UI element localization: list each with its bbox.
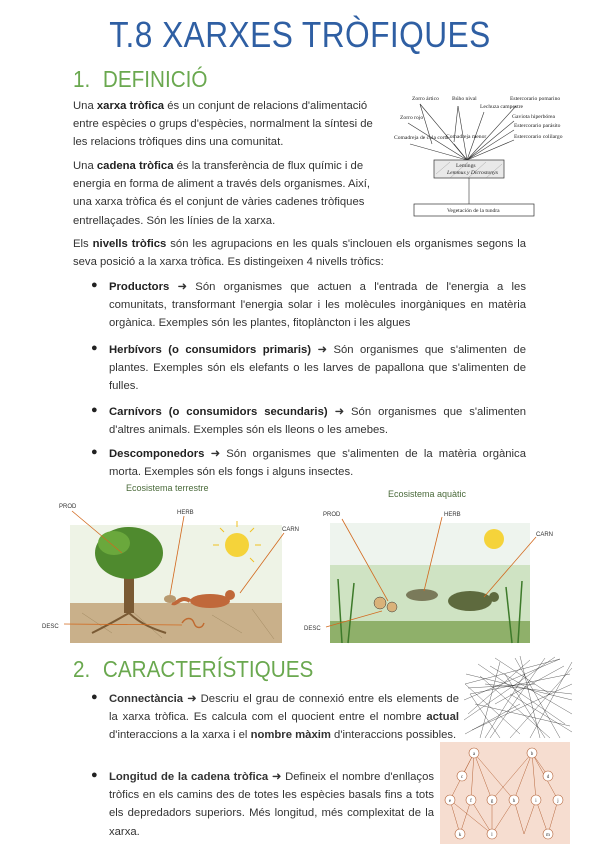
fig-label: Comadreja menor	[446, 134, 487, 140]
node-label: e	[448, 799, 452, 804]
section-title: CARACTERÍSTIQUES	[102, 656, 314, 682]
node-label: i	[535, 799, 537, 804]
item-name: Longitud de la cadena tròfica	[109, 771, 269, 783]
fig-label: Estercorario parásito	[514, 123, 561, 129]
fig-label: Zorro ártico	[412, 96, 439, 102]
section-number: 1.	[73, 66, 91, 92]
graph-node	[509, 795, 519, 805]
paragraph-nivells-trofics	[73, 235, 526, 271]
paragraph-cadena-trofica	[73, 157, 388, 230]
graph-node	[487, 829, 497, 839]
list-item-connectancia	[109, 690, 459, 745]
tree-canopy	[98, 531, 130, 555]
list-item-herbivors	[109, 341, 526, 396]
node-label: g	[490, 799, 494, 804]
fig-label: Gaviota hiperbórea	[512, 114, 556, 120]
fig-label: Zorro rojo	[400, 115, 424, 121]
graph-node	[466, 795, 476, 805]
text: Els	[73, 238, 93, 250]
list-item-longitud-cadena	[109, 768, 434, 841]
level-name: Productors	[109, 281, 170, 293]
section-title: DEFINICIÓ	[102, 66, 208, 92]
frog	[387, 602, 397, 612]
node-label: d	[546, 775, 550, 780]
graph-node	[543, 829, 553, 839]
graph-node	[531, 795, 541, 805]
node-label: a	[472, 752, 476, 757]
text: Descriu el grau de connexió entre els elements de la xarxa tròfica. Es calcula com el quocient entre el nombre	[109, 693, 459, 724]
fig-label: Vegetación de la tundra	[447, 208, 500, 214]
arrow: ➜	[311, 344, 334, 356]
turtle-head	[489, 592, 499, 602]
level-text: Són organismes que actuen a l'entrada de l'energia a les comunitats, transformant l'energia solar i les molècules inorgàniques en matèria orgànica. Exemples són les plantes, fitoplàncton i les algues	[109, 281, 526, 330]
label-carn: CARN	[536, 532, 554, 538]
fox-body	[190, 594, 230, 608]
node-label: l	[491, 833, 493, 838]
terrestrial-title: Ecosistema terrestre	[126, 483, 209, 493]
trophic-chain-graph-figure	[440, 742, 570, 844]
label-desc: DESC	[304, 626, 321, 632]
section-heading-definicio	[73, 66, 208, 93]
text: és la transferència de flux químic i de energia en forma de aliment a través dels organismes. Així, una xarxa tròfica és el conjunt de vàries cadenes tròfiques entrellaçades. Són les línies de la xarxa.	[73, 160, 371, 227]
text: d'interaccions a la xarxa i el	[109, 729, 251, 742]
bullet: ●	[91, 769, 98, 781]
fox-head	[225, 590, 235, 600]
graph-node	[455, 829, 465, 839]
fig-label: Lemmus y Dicrostonyx	[447, 170, 499, 176]
aquatic-title: Ecosistema aquàtic	[388, 489, 467, 499]
aquatic-bottom	[330, 621, 530, 643]
page-title: T.8 XARXES TRÒFIQUES	[109, 14, 491, 55]
text: Una	[73, 160, 97, 172]
fish	[406, 589, 438, 601]
text: són les agrupacions en les quals s'inclouen els organismes segons la seva posició a la xarxa tròfica. Es distingeixen 4 nivells tròfics:	[73, 238, 526, 269]
terrestrial-soil	[70, 603, 282, 643]
tundra-food-web-figure	[392, 94, 563, 218]
text: Una	[73, 100, 97, 112]
label-desc: DESC	[42, 624, 59, 630]
fig-label: Estercorario pomarino	[510, 96, 561, 102]
label-herb: HERB	[444, 512, 461, 518]
list-item-descomponedors	[109, 445, 526, 481]
node-label: b	[530, 752, 534, 757]
graph-node	[543, 771, 553, 781]
section-number: 2.	[73, 656, 91, 682]
bullet: ●	[91, 691, 98, 703]
rabbit	[164, 595, 176, 603]
bullet: ●	[91, 404, 98, 416]
level-name: Descomponedors	[109, 448, 205, 460]
bullet: ●	[91, 342, 98, 354]
fig-label: Lechuza campestre	[480, 104, 524, 110]
network-links	[464, 656, 572, 738]
list-item-productors	[109, 278, 526, 333]
paragraph-xarxa-trofica	[73, 97, 388, 152]
arrow: ➜	[268, 771, 286, 783]
level-text: Són organismes que s'alimenten de plantes. Exemples són els elefants o les larves de papallona que s'alimenten de fulles.	[109, 344, 526, 393]
level-name: Carnívors (o consumidors secundaris)	[109, 406, 328, 418]
food-web-arrows	[408, 104, 516, 160]
node-label: f	[470, 799, 472, 804]
graph-node	[445, 795, 455, 805]
label-carn: CARN	[282, 527, 300, 533]
bullet: ●	[91, 446, 98, 458]
turtle	[448, 591, 492, 611]
term-nivells-trofics: nivells tròfics	[92, 238, 167, 250]
text: d'interaccions possibles.	[330, 729, 457, 742]
level-text: Són organismes que s'alimenten de la matèria orgànica morta. Exemples són els fongs i alguns insectes.	[109, 448, 526, 479]
ecosystems-figure	[42, 483, 552, 648]
fig-label: Lemings	[456, 163, 476, 169]
graph-node	[527, 748, 537, 758]
text: és un conjunt de relacions d'alimentació entre espècies o grups d'espècies, normalment la síntesi de les relacions tròfiques dins una comunitat.	[73, 100, 373, 149]
graph-node	[457, 771, 467, 781]
section-heading-caracteristiques	[73, 656, 313, 683]
graph-background	[440, 742, 570, 844]
item-name: Connectància	[109, 693, 184, 705]
fig-label: Búho nival	[452, 96, 477, 102]
level-name: Herbívors (o consumidors primaris)	[109, 344, 312, 356]
node-label: m	[546, 833, 550, 838]
term-cadena-trofica: cadena tròfica	[96, 160, 174, 172]
node-label: j	[557, 799, 559, 804]
bullet: ●	[91, 279, 98, 291]
list-item-carnivors	[109, 403, 526, 439]
arrow: ➜	[169, 281, 196, 293]
fig-label: Comadreja de cola corta	[394, 135, 449, 141]
label-herb: HERB	[177, 510, 194, 516]
node-label: h	[512, 799, 516, 804]
sun-icon	[225, 533, 249, 557]
frog	[374, 597, 386, 609]
arrow: ➜	[327, 406, 352, 418]
node-label: c	[460, 775, 464, 780]
graph-node	[469, 748, 479, 758]
connectance-network-figure	[460, 654, 575, 740]
arrow: ➜	[204, 448, 227, 460]
label-prod: PROD	[59, 504, 77, 510]
node-label: k	[458, 833, 462, 838]
term-actual: actual	[426, 711, 459, 724]
graph-node	[487, 795, 497, 805]
graph-node	[553, 795, 563, 805]
sun-icon	[484, 529, 504, 549]
fig-label: Estercorario colilargo	[514, 134, 563, 140]
text: Defineix el nombre d'enllaços tròfics en els camins des de totes les espècies basals fins a tots els depredadors superiors. Més longitud, més complexitat de la xarxa.	[109, 771, 435, 838]
label-prod: PROD	[323, 512, 341, 518]
level-text: Són organismes que s'alimenten d'altres animals. Exemples són els lleons o les amebes.	[109, 406, 527, 437]
term-nombre-maxim: nombre màxim	[250, 729, 331, 742]
arrow: ➜	[183, 693, 201, 705]
term-xarxa-trofica: xarxa tròfica	[96, 100, 165, 112]
